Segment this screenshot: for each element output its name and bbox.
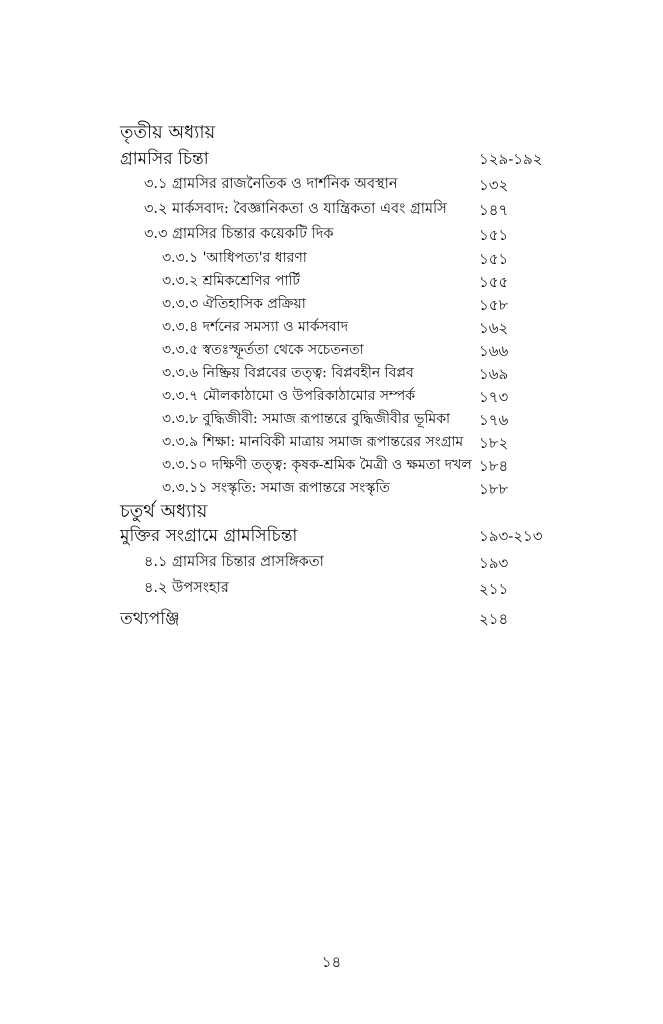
- toc-entry-3-2: ৩.২ মার্কসবাদ: বৈজ্ঞানিকতা ও যান্ত্রিকতা এবং গ্রামসি: [144, 201, 447, 217]
- toc-page-3-3-3: ১৫৮: [479, 296, 509, 314]
- toc-entry-4-2: ৪.২ উপসংহার: [144, 580, 229, 596]
- toc-page-3-3-5: ১৬৬: [479, 342, 509, 360]
- toc-entry-3-3-2: ৩.৩.২ শ্রমিকশ্রেণির পার্টি: [162, 273, 301, 289]
- toc-entry-3-3-6: ৩.৩.৬ নিষ্ক্রিয় বিপ্লবের তত্ত্ব: বিপ্লবহীন বিপ্লব: [162, 365, 414, 381]
- toc-entry-3-3: ৩.৩ গ্রামসির চিন্তার কয়েকটি দিক: [144, 226, 334, 242]
- toc-entry-3-3-4: ৩.৩.৪ দর্শনের সমস্যা ও মার্কসবাদ: [162, 319, 349, 335]
- toc-page-3-3-4: ১৬২: [479, 319, 509, 337]
- toc-entry-3-3-7: ৩.৩.৭ মৌলকাঠামো ও উপরিকাঠামোর সম্পর্ক: [162, 388, 415, 404]
- toc-page-3-3-9: ১৮২: [479, 434, 509, 452]
- toc-page-4-2: ২১১: [479, 580, 509, 598]
- toc-page-3-3-7: ১৭৩: [479, 388, 509, 406]
- toc-page-3-2: ১৪৭: [479, 201, 509, 219]
- toc-page-3-3-11: ১৮৮: [479, 480, 509, 498]
- toc-page-3-1: ১৩২: [479, 176, 509, 194]
- toc-entry-3-3-11: ৩.৩.১১ সংস্কৃতি: সমাজ রূপান্তরে সংস্কৃতি: [162, 480, 390, 496]
- toc-entry-3-3-1: ৩.৩.১ 'আধিপত্য'র ধারণা: [162, 250, 307, 266]
- toc-page-3-3-2: ১৫৫: [479, 273, 509, 291]
- bibliography-entry: তথ্যপঞ্জি: [120, 609, 180, 629]
- bibliography-page: ২১৪: [479, 610, 509, 628]
- toc-page-4-1: ১৯৩: [479, 554, 509, 572]
- toc-page-3-3: ১৫১: [479, 226, 509, 244]
- page-number: ১৪: [321, 953, 342, 971]
- toc-page-3-3-6: ১৬৯: [479, 365, 509, 383]
- chapter-4-pages: ১৯৩-২১৩: [479, 527, 543, 545]
- toc-entry-4-1: ৪.১ গ্রামসির চিন্তার প্রাসঙ্গিকতা: [144, 554, 324, 570]
- toc-page-3-3-8: ১৭৬: [479, 411, 509, 429]
- toc-entry-3-3-5: ৩.৩.৫ স্বতঃস্ফূর্ততা থেকে সচেতনতা: [162, 342, 364, 358]
- chapter-3-pages: ১২৯-১৯২: [479, 150, 543, 168]
- toc-page-3-3-1: ১৫১: [479, 250, 509, 268]
- chapter-4-title: মুক্তির সংগ্রামে গ্রামসিচিন্তা: [120, 526, 298, 546]
- toc-entry-3-3-10: ৩.৩.১০ দক্ষিণী তত্ত্ব: কৃষক-শ্রমিক মৈত্রী ও ক্ষমতা দখল: [162, 457, 472, 473]
- chapter-3-title: গ্রামসির চিন্তা: [120, 149, 209, 169]
- toc-entry-3-3-9: ৩.৩.৯ শিক্ষা: মানবিকী মাত্রায় সমাজ রূপান্তরের সংগ্রাম: [162, 434, 464, 450]
- chapter-4-heading: চতুর্থ অধ্যায়: [120, 501, 208, 522]
- chapter-3-heading: তৃতীয় অধ্যায়: [120, 122, 216, 143]
- toc-entry-3-3-3: ৩.৩.৩ ঐতিহাসিক প্রক্রিয়া: [162, 296, 306, 312]
- toc-entry-3-1: ৩.১ গ্রামসির রাজনৈতিক ও দার্শনিক অবস্থান: [144, 176, 398, 192]
- toc-page-3-3-10: ১৮৪: [479, 457, 509, 475]
- toc-entry-3-3-8: ৩.৩.৮ বুদ্ধিজীবী: সমাজ রূপান্তরে বুদ্ধিজীবীর ভূমিকা: [162, 411, 451, 427]
